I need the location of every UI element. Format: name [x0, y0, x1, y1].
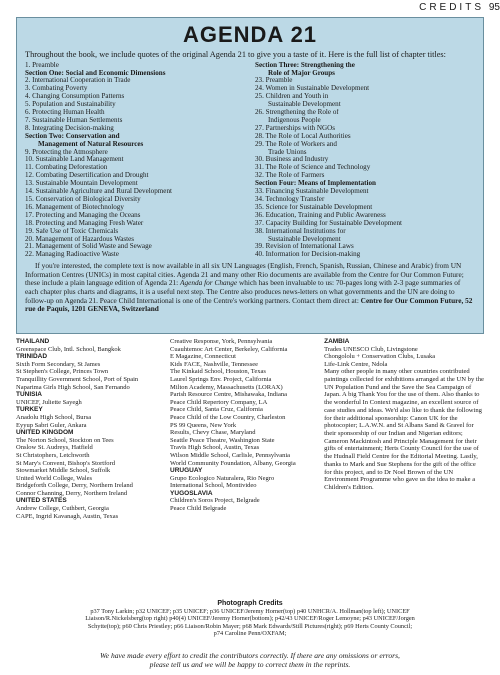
school-entry: Greenspace Club, Intl. School, Bangkok	[16, 345, 121, 353]
school-entry: St Mary's Convent, Bishop's Stortford	[16, 459, 115, 467]
chapter-item: Section Two: Conservation and	[25, 132, 120, 140]
school-entry: Travis High School, Austin, Texas	[170, 444, 260, 452]
chapter-item: Section Four: Means of Implementation	[255, 180, 376, 188]
school-entry: Anadolu High School, Bursa	[16, 413, 92, 421]
chapter-item: Sustainable Development	[268, 101, 341, 109]
school-entry: Peace Child Belgrade	[170, 505, 227, 513]
school-entry: Peace Child Repertory Company, LA	[170, 398, 268, 406]
photo-credits	[40, 600, 460, 638]
page-header	[0, 2, 500, 16]
agenda-outro	[25, 262, 475, 314]
school-entry: Children's Soros Project, Belgrade	[170, 497, 260, 505]
school-entry: The Norton School, Stockton on Tees	[16, 436, 114, 444]
school-entry: E Magazine, Connecticut	[170, 353, 236, 361]
school-entry: Andrew College, Cuthbert, Georgia	[16, 505, 109, 513]
chapter-item: 9. Protecting the Atmosphere	[25, 148, 108, 156]
chapter-item: 35. Science for Sustainable Development	[255, 203, 373, 211]
chapter-item: 23. Preamble	[255, 77, 293, 85]
chapter-item: 27. Partnerships with NGOs	[255, 124, 335, 132]
outro-text-2: which has been invaluable to us: 70-pages long with 2-3 page summaries of each chapter plus charts and diagrams, it is a useful next step. The Centre also produces news-letters on what governments and the UN are doing to follow-up on Agenda 21. Peace Child International is one of the Centre's working partners. Contact them direct at:	[25, 278, 461, 305]
school-credits	[16, 338, 484, 588]
chapter-item: Management of Natural Resources	[38, 140, 144, 148]
footer-note	[40, 651, 460, 669]
school-entry: Seattle Peace Theatre, Washington State	[170, 436, 275, 444]
chapter-item: 4. Changing Consumption Patterns	[25, 93, 125, 101]
country-heading: THAILAND	[16, 338, 50, 345]
chapter-item: Section Three: Strengthening the	[255, 61, 355, 69]
chapter-item: 12. Combating Desertification and Drought	[25, 172, 149, 180]
school-entry: Milton Academy, Massachusetts (LORAX)	[170, 383, 283, 391]
chapter-item: 16. Management of Biotechnology	[25, 203, 124, 211]
country-heading: UNITED KINGDOM	[16, 429, 74, 437]
contact-address: Centre for Our Common Future, 52 rue de Paquis, 1201 GENEVA, Switzerland	[25, 295, 473, 314]
school-entry: Creative Response, York, Pennsylvania	[170, 338, 273, 345]
chapter-item: 17. Protecting and Managing the Oceans	[25, 211, 141, 219]
chapter-item: 37. Capacity Building for Sustainable Development	[255, 219, 402, 227]
chapter-column-left	[25, 62, 245, 260]
chapter-item: 14. Sustainable Agriculture and Rural Development	[25, 188, 172, 196]
country-heading: YUGOSLAVIA	[170, 489, 213, 497]
school-entry: International School, Montivideo	[170, 482, 257, 490]
chapter-item: 38. International Institutions for	[255, 227, 346, 235]
school-entry: Connor Channing, Derry, Northern Ireland	[16, 489, 128, 497]
school-entry: Life-Link Centre, Ndola	[324, 360, 388, 368]
school-entry: Tranquillity Government School, Port of Spain	[16, 375, 139, 383]
chapter-item: 5. Population and Sustainability	[25, 101, 116, 109]
school-entry: Sixth Form Secondary, St James	[16, 360, 101, 368]
chapter-list	[25, 62, 475, 260]
school-entry: UNICEF, Juliette Sayegh	[16, 398, 82, 406]
school-entry: St Christophers, Letchworth	[16, 451, 90, 459]
chapter-item: 25. Children and Youth in	[255, 93, 329, 101]
country-heading: TURKEY	[16, 406, 43, 414]
chapter-item: Indigenous People	[268, 116, 321, 124]
school-entry: Bridgeforth College, Derry, Northern Ireland	[16, 482, 133, 490]
credits-column-1	[16, 338, 164, 588]
chapter-item: 21. Management of Solid Waste and Sewage	[25, 243, 152, 251]
chapter-item: 26. Strengthening the Role of	[255, 109, 339, 117]
agenda-intro: Throughout the book, we include quotes of the original Agenda 21 to give you a taste of it. Here is the full list of chapter titles:	[25, 50, 446, 59]
agenda-title: AGENDA 21	[182, 22, 318, 47]
chapter-item: 22. Managing Radioactive Waste	[25, 251, 119, 259]
chapter-item: 36. Education, Training and Public Awareness	[255, 211, 386, 219]
chapter-item: 39. Revision of International Laws	[255, 243, 354, 251]
chapter-item: 24. Women in Sustainable Development	[255, 85, 370, 93]
school-entry: Results, Chevy Chase, Maryland	[170, 429, 256, 437]
zambia-list	[324, 338, 484, 368]
credits-column-3	[324, 338, 484, 588]
chapter-column-right	[255, 62, 475, 260]
chapter-item: 10. Sustainable Land Management	[25, 156, 124, 164]
school-entry: Naparima Girls High School, San Fernando	[16, 383, 130, 391]
chapter-item: 2. International Cooperation in Trade	[25, 77, 131, 85]
school-entry: World Community Foundation, Albany, Georgia	[170, 459, 296, 467]
chapter-item: 6. Protecting Human Health	[25, 109, 105, 117]
chapter-item: 31. The Role of Science and Technology	[255, 164, 371, 172]
chapter-item: 34. Technology Transfer	[255, 196, 325, 203]
school-entry: Cuauhtemoc Art Center, Berkeley, California	[170, 345, 288, 353]
agenda-21-box	[16, 17, 484, 334]
school-entry: Grupo Ecologico Naturalera, Rio Negro	[170, 474, 275, 482]
chapter-item: 8. Integrating Decision-making	[25, 124, 114, 132]
country-heading: UNITED STATES	[16, 497, 67, 505]
chapter-item: 3. Combating Poverty	[25, 85, 88, 93]
photo-credits-line: p74 Caroline Penn/OXFAM;	[213, 630, 287, 638]
chapter-item: 32. The Role of Farmers	[255, 172, 325, 180]
school-entry: United World College, Wales	[16, 474, 92, 482]
chapter-item: Trade Unions	[268, 148, 307, 156]
country-heading: TUNISIA	[16, 391, 42, 399]
footer-line: We have made every effort to credit the contributors correctly. If there are any omissions or errors,	[100, 651, 400, 660]
school-entry: Parish Resource Centre, Mishawaka, Indiana	[170, 391, 288, 399]
chapter-item: 1. Preamble	[25, 61, 59, 69]
chapter-item: 20. Management of Hazardous Wastes	[25, 235, 135, 243]
chapter-item: 11. Combating Deforestation	[25, 164, 108, 172]
chapter-item: 19. Safe Use of Toxic Chemicals	[25, 227, 119, 235]
school-entry: Laurel Springs Env. Project, California	[170, 375, 272, 383]
school-entry: Onslow St. Audreys, Hatfield	[16, 444, 93, 452]
school-entry: PS 99 Queens, New York	[170, 421, 237, 429]
chapter-item: 40. Information for Decision-making	[255, 251, 361, 259]
photo-credits-line: p37 Tony Larkin; p32 UNICEF; p35 UNICEF; p36 UNICEF/Jeremy Horner(top) p40 UNHCR/A. Hollman(top left); UNICEF	[90, 607, 410, 615]
outro-title: Agenda for Change	[180, 278, 238, 288]
thanks-paragraph: Many other people in many other countries contributed paintings collected for exhibitions arranged at the UN by the UN Population Fund and the Save the Sea Campaign of Japan. A big Thank You for the use of them. Also thanks to the wonderful In Context magazine, an excellent source of case studies and ideas. We'd also like to thank the following for their additional sponsorship: Canon UK for the photocopier; L.A.W.N. and St Albans Sand & Gravel for their sponsorship of our Indian and Nigerian editors; Cameron Mackintosh and Principle Management for their gifts of entertainment; Herts County Council for the use of the Hudnall Field Centre for the Editorial Meeting. Lastly, thanks to Mark and Sue Stephens for the gift of the office for this project, and to Dr Noel Brown of the UN Environment Programme who gave us the idea to make a Children's Edition.	[324, 368, 484, 491]
outro-text-1: If you're interested, the complete text is now available in all six UN Languages (English, French, Spanish, Russian, Chinese and Arabic) from UN Information Centres (UNICs) in most capital cities. Agenda 21 and many other Rio documents are available from the Centre for Our Common Future; these include a plain language edition of Agenda 21:	[25, 261, 464, 288]
chapter-item: 33. Financing Sustainable Development	[255, 188, 369, 196]
chapter-item: Role of Major Groups	[268, 69, 335, 77]
page-number: 95	[488, 2, 500, 13]
school-entry: CAPE, Ingrid Kavanagh, Austin, Texas	[16, 512, 119, 520]
chapter-item: 7. Sustainable Human Settlements	[25, 116, 123, 124]
chapter-item: 15. Conservation of Biological Diversity	[25, 196, 141, 203]
school-entry: The Kinkaid School, Houston, Texas	[170, 368, 266, 376]
photo-credits-line: Liaison/R.Nickelsberg(top right) p40(4) UNICEF/Jeremy Horner(bottom); p42/43 UNICEF/Roger Lemoyne; p43 UNICEF/Jorgen	[85, 615, 415, 623]
footer-line: please tell us and we will be happy to correct them in the reprints.	[149, 660, 351, 669]
country-heading: TRINIDAD	[16, 353, 48, 361]
chapter-item: 29. The Role of Workers and	[255, 140, 337, 148]
school-entry: Trades UNESCO Club, Livingstone	[324, 345, 418, 353]
section-title: CREDITS	[419, 2, 484, 13]
credits-column-2	[170, 338, 318, 588]
school-entry: Kids FACE, Nashville, Tennessee	[170, 360, 258, 368]
photo-credits-line: Schytte(top); p60 Chris Priestley; p66 Liaison/Robin Mayer; p68 Mark Edwards/Still Pictures(right); p69 Herts County Council;	[87, 622, 413, 630]
school-entry: Eyyup Sabri Guler, Ankara	[16, 421, 87, 429]
school-entry: Peace Child, Santa Cruz, California	[170, 406, 263, 414]
chapter-item: 30. Business and Industry	[255, 156, 329, 164]
chapter-item: 13. Sustainable Mountain Development	[25, 180, 138, 188]
photo-credits-title: Photograph Credits	[217, 600, 283, 607]
school-entry: Peace Child of the Low Country, Charleston	[170, 413, 286, 421]
chapter-item: Section One: Social and Economic Dimensions	[25, 69, 166, 77]
chapter-item: Sustainable Development	[268, 235, 341, 243]
school-entry: Chongololu + Conservation Clubs, Lusaka	[324, 353, 436, 361]
school-entry: Wilson Middle School, Carlisle, Pennsylvania	[170, 451, 291, 459]
chapter-item: 28. The Role of Local Authorities	[255, 132, 351, 140]
school-entry: Stowmarket Middle School, Suffolk	[16, 467, 111, 475]
chapter-item: 18. Protecting and Managing Fresh Water	[25, 219, 144, 227]
country-heading: ZAMBIA	[324, 338, 350, 345]
school-entry: St Stephen's College, Princes Town	[16, 368, 109, 376]
country-heading: URUGUAY	[170, 467, 203, 475]
